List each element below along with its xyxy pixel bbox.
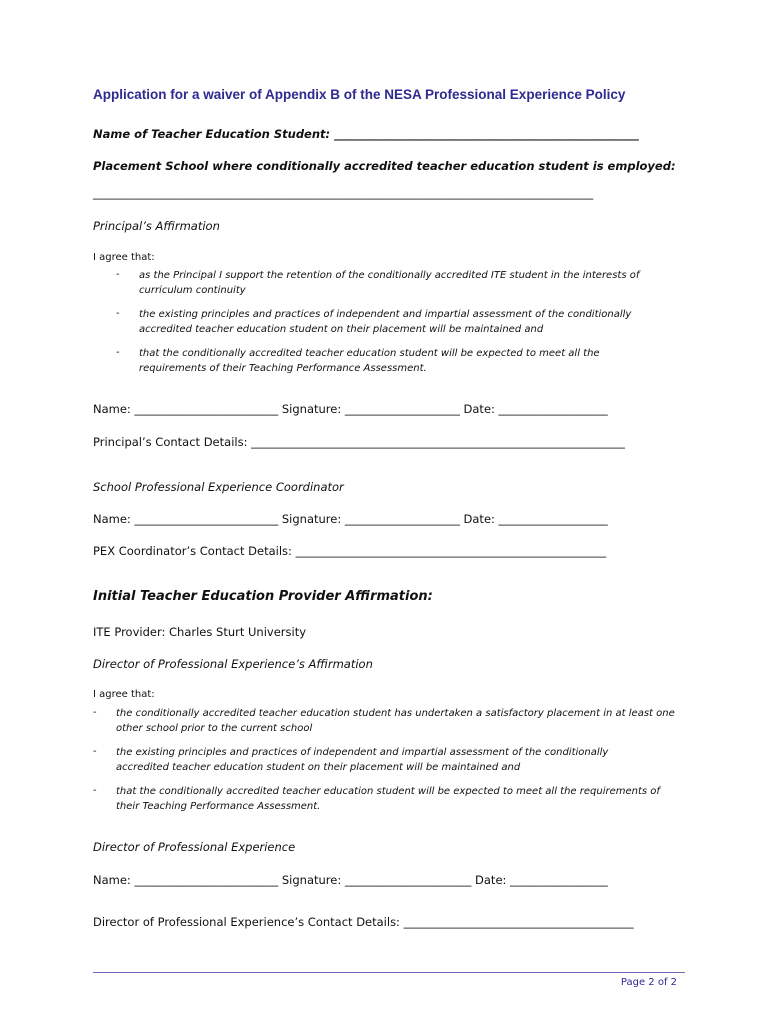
- page-number: Page 2 of 2: [620, 977, 677, 988]
- principal-agree-text: I agree that:: [93, 252, 155, 263]
- document-title: Application for a waiver of Appendix B of the NESA Professional Experience Policy: [93, 87, 626, 102]
- director-sign-heading: Director of Professional Experience: [93, 840, 296, 854]
- bullet-dash: -: [93, 707, 97, 718]
- director-affirmation-heading: Director of Professional Experience’s Affirmation: [93, 657, 373, 671]
- bullet-dash: -: [93, 785, 97, 796]
- director-signature-line: Name: _________________________ Signature: ______________________ Date: _________________: [93, 873, 608, 887]
- principal-signature-line: Name: _________________________ Signature: ____________________ Date: ___________________: [93, 402, 608, 416]
- director-contact-line: Director of Professional Experience’s Contact Details: ________________________________________: [93, 915, 634, 929]
- coordinator-signature-line: Name: _________________________ Signature: ____________________ Date: ___________________: [93, 512, 608, 526]
- ite-provider-line: ITE Provider: Charles Sturt University: [93, 625, 307, 639]
- provider-affirmation-heading: Initial Teacher Education Provider Affirmation:: [93, 589, 433, 604]
- director-bullet-1: the conditionally accredited teacher education student has undertaken a satisfactory placement in at least one other school prior to the current school: [116, 708, 675, 734]
- principal-affirmation-heading: Principal’s Affirmation: [93, 219, 220, 233]
- principal-bullet-1: as the Principal I support the retention of the conditionally accredited ITE student in the interests of curriculum continuity: [139, 270, 640, 296]
- student-name-field: Name of Teacher Education Student: _____________________________________________________: [93, 127, 639, 141]
- coordinator-contact-line: PEX Coordinator’s Contact Details: ______________________________________________________: [93, 544, 607, 558]
- director-bullet-2: the existing principles and practices of independent and impartial assessment of the conditionally accredited teacher education student on their placement will be maintained and: [116, 747, 609, 773]
- footer-divider: [93, 972, 685, 973]
- principal-bullet-3: that the conditionally accredited teacher education student will be expected to meet all the requirements of their Teaching Performance Assessment.: [139, 348, 600, 374]
- director-agree-text: I agree that:: [93, 689, 155, 700]
- placement-school-label: Placement School where conditionally accredited teacher education student is employed:: [93, 159, 676, 173]
- placement-school-line: _______________________________________________________________________________________: [93, 186, 594, 200]
- bullet-dash: -: [116, 269, 120, 280]
- coordinator-heading: School Professional Experience Coordinator: [93, 480, 344, 494]
- director-bullet-3: that the conditionally accredited teacher education student will be expected to meet all the requirements of their Teaching Performance Assessment.: [116, 786, 660, 812]
- principal-contact-line: Principal’s Contact Details: _________________________________________________________________: [93, 435, 625, 449]
- bullet-dash: -: [116, 308, 120, 319]
- bullet-dash: -: [93, 746, 97, 757]
- bullet-dash: -: [116, 347, 120, 358]
- principal-bullet-2: the existing principles and practices of independent and impartial assessment of the conditionally accredited teacher education student on their placement will be maintained and: [139, 309, 632, 335]
